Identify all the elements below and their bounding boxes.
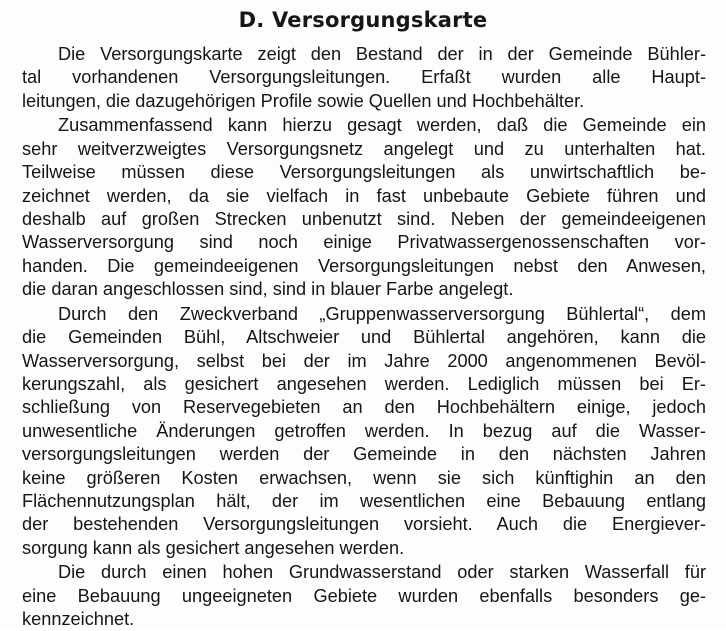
text-line: Teilweise müssen diese Versorgungsleitungen als unwirtschaftlich be- [22,162,706,182]
text-line: schließung von Reservegebieten an den Hochbehältern einige, jedoch [22,397,706,417]
text-line: Zusammenfassend kann hierzu gesagt werden, daß die Gemeinde ein [58,115,706,135]
text-line: tal vorhandenen Versorgungsleitungen. Erfaßt wurden alle Haupt- [22,67,706,87]
text-line: Durch den Zweckverband „Gruppenwasserversorgung Bühlertal“, dem [58,304,706,324]
text-line: Die durch einen hohen Grundwasserstand oder starken Wasserfall für [58,562,706,582]
text-line: der bestehenden Versorgungsleitungen vorsieht. Auch die Energiever- [22,514,706,534]
text-line: kennzeichnet. [22,609,135,629]
text-line: die Gemeinden Bühl, Altschweier und Bühlertal angehören, kann die [22,327,706,347]
text-line: Flächennutzungsplan hält, der im wesentlichen eine Bebauung entlang [22,491,706,511]
text-line: handen. Die gemeindeeigenen Versorgungsleitungen nebst den Anwesen, [22,256,706,276]
text-line: Wasserversorgung, selbst bei der im Jahre 2000 angenommenen Bevöl- [22,351,706,371]
text-line: Die Versorgungskarte zeigt den Bestand der in der Gemeinde Bühler- [58,44,706,64]
text-line: kerungszahl, als gesichert angesehen werden. Lediglich müssen bei Er- [22,374,706,394]
text-line: versorgungsleitungen werden der Gemeinde in den nächsten Jahren [22,444,706,464]
text-line: keine größeren Kosten erwachsen, wenn sie sich künftighin an den [22,468,706,488]
text-line: sehr weitverzweigtes Versorgungsnetz angelegt und zu unterhalten hat. [22,139,706,159]
text-line: eine Bebauung ungeeigneten Gebiete wurden ebenfalls besonders ge- [22,586,706,606]
text-line: deshalb auf großen Strecken unbenutzt sind. Neben der gemeindeeigenen [22,209,706,229]
text-line: sorgung kann als gesichert angesehen werden. [22,538,405,558]
text-line: zeichnet werden, da sie vielfach in fast unbebaute Gebiete führen und [22,186,706,206]
text-line: Wasserversorgung sind noch einige Privatwassergenossenschaften vor- [22,232,706,252]
section-heading: D. Versorgungskarte [238,8,488,32]
text-line: unwesentliche Änderungen getroffen werden. In bezug auf die Wasser- [22,421,706,441]
text-line: die daran angeschlossen sind, sind in blauer Farbe angelegt. [22,279,514,299]
text-line: leitungen, die dazugehörigen Profile sowie Quellen und Hochbehälter. [22,91,585,111]
